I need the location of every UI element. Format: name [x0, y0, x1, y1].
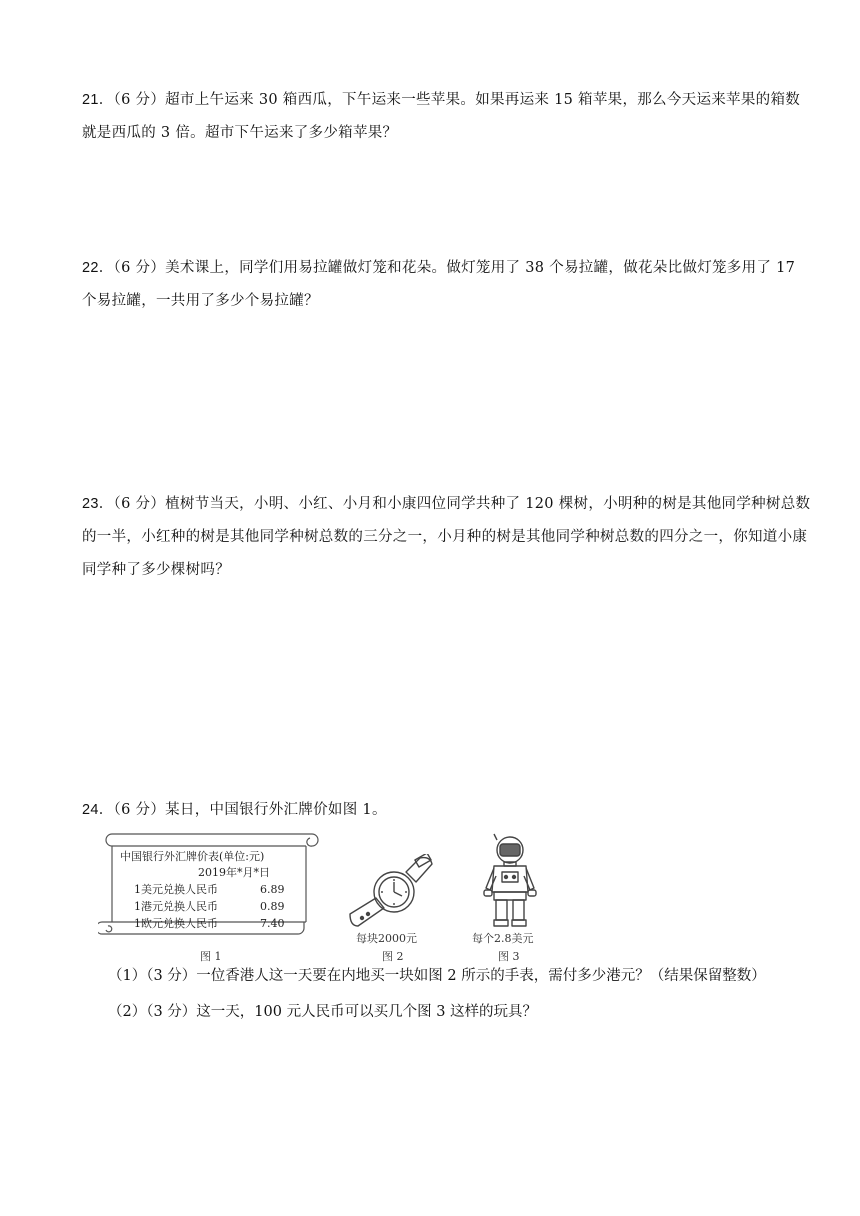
watch-price: 每块2000元	[356, 932, 417, 945]
question-text: 超市上午运来 30 箱西瓜，下午运来一些苹果。如果再运来 15 箱苹果，那么今天运来苹果的箱数就是西瓜的 3 倍。超市下午运来了多少箱苹果？	[82, 92, 801, 141]
question-text: 植树节当天，小明、小红、小月和小康四位同学共种了 120 棵树，小明种的树是其他同学种树总数的一半，小红种的树是其他同学种树总数的三分之一，小月种的树是其他同学种树总数的四分之一，你知道小康同学种了多少棵树吗？	[82, 496, 811, 578]
question-text: 美术课上，同学们用易拉罐做灯笼和花朵。做灯笼用了 38 个易拉罐，做花朵比做灯笼多用了 17 个易拉罐，一共用了多少个易拉罐？	[82, 260, 796, 309]
table-row-label: 1港元兑换人民币	[134, 900, 218, 913]
table-row-value: 7.40	[260, 917, 285, 930]
question-score: ．（6 分）	[98, 802, 166, 818]
table-date: 2019年*月*日	[198, 866, 270, 879]
figures-row	[98, 826, 558, 966]
table-row-label: 1欧元兑换人民币	[134, 917, 218, 930]
question-score: ．（6 分）	[98, 260, 166, 276]
subquestion-1: （1）（3 分）一位香港人这一天要在内地买一块如图 2 所示的手表，需付多少港元？（结果保留整数）	[108, 968, 766, 984]
figure-3-caption: 图 3	[498, 950, 520, 963]
question-score: ．（6 分）	[98, 496, 166, 512]
question-23	[82, 488, 812, 587]
question-22	[82, 252, 812, 318]
figure-2-caption: 图 2	[382, 950, 404, 963]
question-number: 24	[82, 802, 99, 818]
table-row-value: 0.89	[260, 900, 285, 913]
table-title: 中国银行外汇牌价表(单位:元)	[120, 850, 265, 863]
figure-1-caption: 图 1	[200, 950, 222, 963]
exchange-rate-table	[98, 826, 320, 936]
table-row-value: 6.89	[260, 883, 285, 896]
table-row-label: 1美元兑换人民币	[134, 883, 218, 896]
question-21	[82, 84, 812, 150]
question-24	[82, 794, 812, 827]
question-score: ．（6 分）	[98, 92, 166, 108]
watch-icon	[346, 854, 436, 930]
subquestion-2: （2）（3 分）这一天，100 元人民币可以买几个图 3 这样的玩具？	[108, 1004, 538, 1020]
question-number: 22	[82, 260, 99, 276]
question-text: 某日，中国银行外汇牌价如图 1。	[165, 802, 387, 818]
toy-price: 每个2.8美元	[472, 932, 534, 945]
robot-toy-icon	[478, 832, 542, 928]
question-number: 21	[82, 92, 99, 108]
question-number: 23	[82, 496, 99, 512]
